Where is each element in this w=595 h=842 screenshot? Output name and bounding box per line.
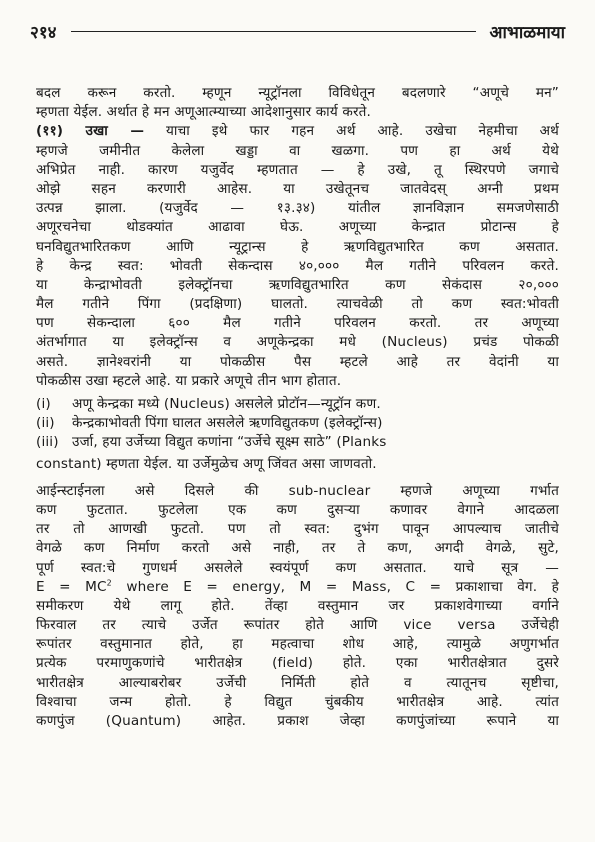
page-number: २१४ bbox=[30, 22, 57, 43]
item-11-lines bbox=[36, 142, 559, 391]
formula-exponent: 2 bbox=[106, 578, 112, 588]
text-line: बदल करून करतो. म्हणून न्यूट्रॉनला विविधेतून बदलणारे “अणूचे मन” bbox=[36, 85, 559, 101]
list-item-text: उर्जा, हया उर्जेच्या विद्युत कणांना “उर्जेचे सूक्ष्म साठे” (Planks bbox=[72, 434, 387, 451]
text-line: अभिप्रेत नाही. कारण यजुर्वेद म्हणतात — हे उखे, तू स्थिरपणे जगाचे bbox=[36, 161, 559, 178]
formula: E = MC bbox=[36, 578, 107, 595]
header-rule bbox=[71, 31, 476, 32]
formula-description: where E = energy, M = Mass, C = प्रकाशाचा वेग. हे bbox=[111, 578, 559, 595]
text-line: हे केन्द्र स्वत: भोवती सेकन्दास ४०,००० मैल गतीने परिवलन करते. bbox=[36, 257, 559, 274]
list-item bbox=[36, 433, 559, 452]
paragraph-lines bbox=[36, 597, 559, 731]
formula-line bbox=[36, 578, 559, 597]
paragraph-lines bbox=[36, 482, 559, 578]
text-line: पोकळीस उखा म्हटले आहे. या प्रकारे अणूचे तीन भाग होतात. bbox=[36, 372, 342, 389]
text-line: भारीतक्षेत्र आल्याबरोबर उर्जेची निर्मिती होते व त्यातूनच सृष्टीचा, bbox=[36, 674, 559, 691]
page-body bbox=[36, 84, 559, 731]
text-line: आईन्स्टाईनला असे दिसले की sub-nuclear म्हणजे अणूच्या गर्भात bbox=[36, 482, 559, 499]
text-line: याचा इथे फार गहन अर्थ आहे. उखेचा नेहमीचा अर्थ bbox=[144, 123, 559, 140]
list-marker: (i) bbox=[36, 396, 51, 412]
text-line: या केन्द्राभोवती इलेक्ट्रॉनचा ऋणविद्युतभारित कण सेकंदास २०,००० bbox=[36, 276, 559, 293]
text-line: प्रत्येक परमाणुकणांचे भारीतक्षेत्र (field) होते. एका भारीतक्षेत्रात दुसरे bbox=[36, 655, 559, 672]
text-line: कणपुंज (Quantum) आहेत. प्रकाश जेव्हा कणपुंजांच्या रूपाने या bbox=[36, 713, 559, 730]
paragraph-continuation bbox=[36, 84, 559, 122]
item-11-ukha bbox=[36, 122, 559, 391]
text-line: ओझे सहन करणारी आहेस. या उखेतूनच जातवेदस् अग्नी प्रथम bbox=[36, 180, 559, 197]
text-line: विश्वाचा जन्म होतो. हे विद्युत चुंबकीय भारीतक्षेत्र आहे. त्यांत bbox=[36, 693, 559, 710]
text-line: मैल गतीने पिंगा (प्रदक्षिणा) घालतो. त्याचवेळी तो कण स्वत:भोवती bbox=[36, 296, 559, 313]
text-line: तर तो आणखी फुटतो. पण तो स्वत: दुभंग पावून आपल्याच जातीचे bbox=[36, 521, 559, 538]
text-line: अणूरचनेचा थोडक्यांत आढावा घेऊ. अणूच्या केन्द्रात प्रोटान्स हे bbox=[36, 219, 559, 236]
text-line: समीकरण येथे लागू होते. तेंव्हा वस्तुमान जर प्रकाशवेगाच्या वर्गाने bbox=[36, 597, 559, 614]
list-marker: (iii) bbox=[36, 434, 59, 451]
list-item bbox=[36, 395, 559, 414]
text-line: कण फुटतात. फुटलेला एक कण दुसऱ्या कणावर वेगाने आदळला bbox=[36, 501, 559, 518]
running-title: आभाळमाया bbox=[489, 22, 565, 43]
item-heading: (११) उखा — bbox=[36, 123, 145, 140]
text-line: म्हणता येईल. अर्थात हे मन अणूआत्म्याच्या आदेशानुसार कार्य करते. bbox=[36, 104, 372, 121]
text-line: पूर्ण स्वत:चे गुणधर्म असलेले स्वयंपूर्ण कण असतात. याचे सूत्र — bbox=[36, 559, 559, 576]
text-line: पण सेकन्दाला ६०० मैल गतीने परिवलन करतो. तर अणूच्या bbox=[36, 315, 559, 332]
text-line: constant) म्हणता येईल. या उर्जेमुळेच अणू जिंवत असा जाणवतो. bbox=[36, 455, 377, 472]
list-item-text: अणू केन्द्रका मध्ये (Nucleus) असलेले प्रोटॉन—न्यूट्रॉन कण. bbox=[72, 396, 381, 412]
text-line: रूपांतर वस्तुमानात होते, हा महत्वाचा शोध आहे, त्यामुळे अणुगर्भात bbox=[36, 636, 559, 653]
text-line: अंतर्भागात या इलेक्ट्रॉन्स व अणूकेन्द्रका मधे (Nucleus) प्रचंड पोकळी bbox=[36, 334, 559, 351]
atom-parts-list bbox=[36, 395, 559, 453]
text-line: फिरवाल तर त्याचे उर्जेत रूपांतर होते आणि vice versa उर्जेचेही bbox=[36, 617, 559, 634]
text-line: म्हणजे जमीनीत केलेला खड्डा वा खळगा. पण हा अर्थ येथे bbox=[36, 142, 559, 159]
text-line: असते. ज्ञानेश्वरांनी या पोकळीस पैस म्हटले आहे तर वेदांनी या bbox=[36, 353, 559, 370]
einstein-paragraph bbox=[36, 482, 559, 731]
list-item bbox=[36, 414, 559, 433]
page-header bbox=[30, 18, 565, 44]
text-line: घनविद्युतभारितकण आणि न्यूट्रान्स हे ऋणविद्युतभारित कण असतात. bbox=[36, 238, 559, 255]
text-line: उत्पन्न झाला. (यजुर्वेद — १३.३४) यांतील ज्ञानविज्ञान समजणेसाठी bbox=[36, 200, 559, 217]
list-marker: (ii) bbox=[36, 415, 55, 432]
text-line: वेगळे कण निर्माण करतो असे नाही, तर ते कण, अगदी वेगळे, सुटे, bbox=[36, 540, 559, 557]
list-item-text: केन्द्रकाभोवती पिंगा घालत असलेले ऋणविद्युतकण (इलेक्ट्रॉन्स) bbox=[72, 415, 383, 432]
